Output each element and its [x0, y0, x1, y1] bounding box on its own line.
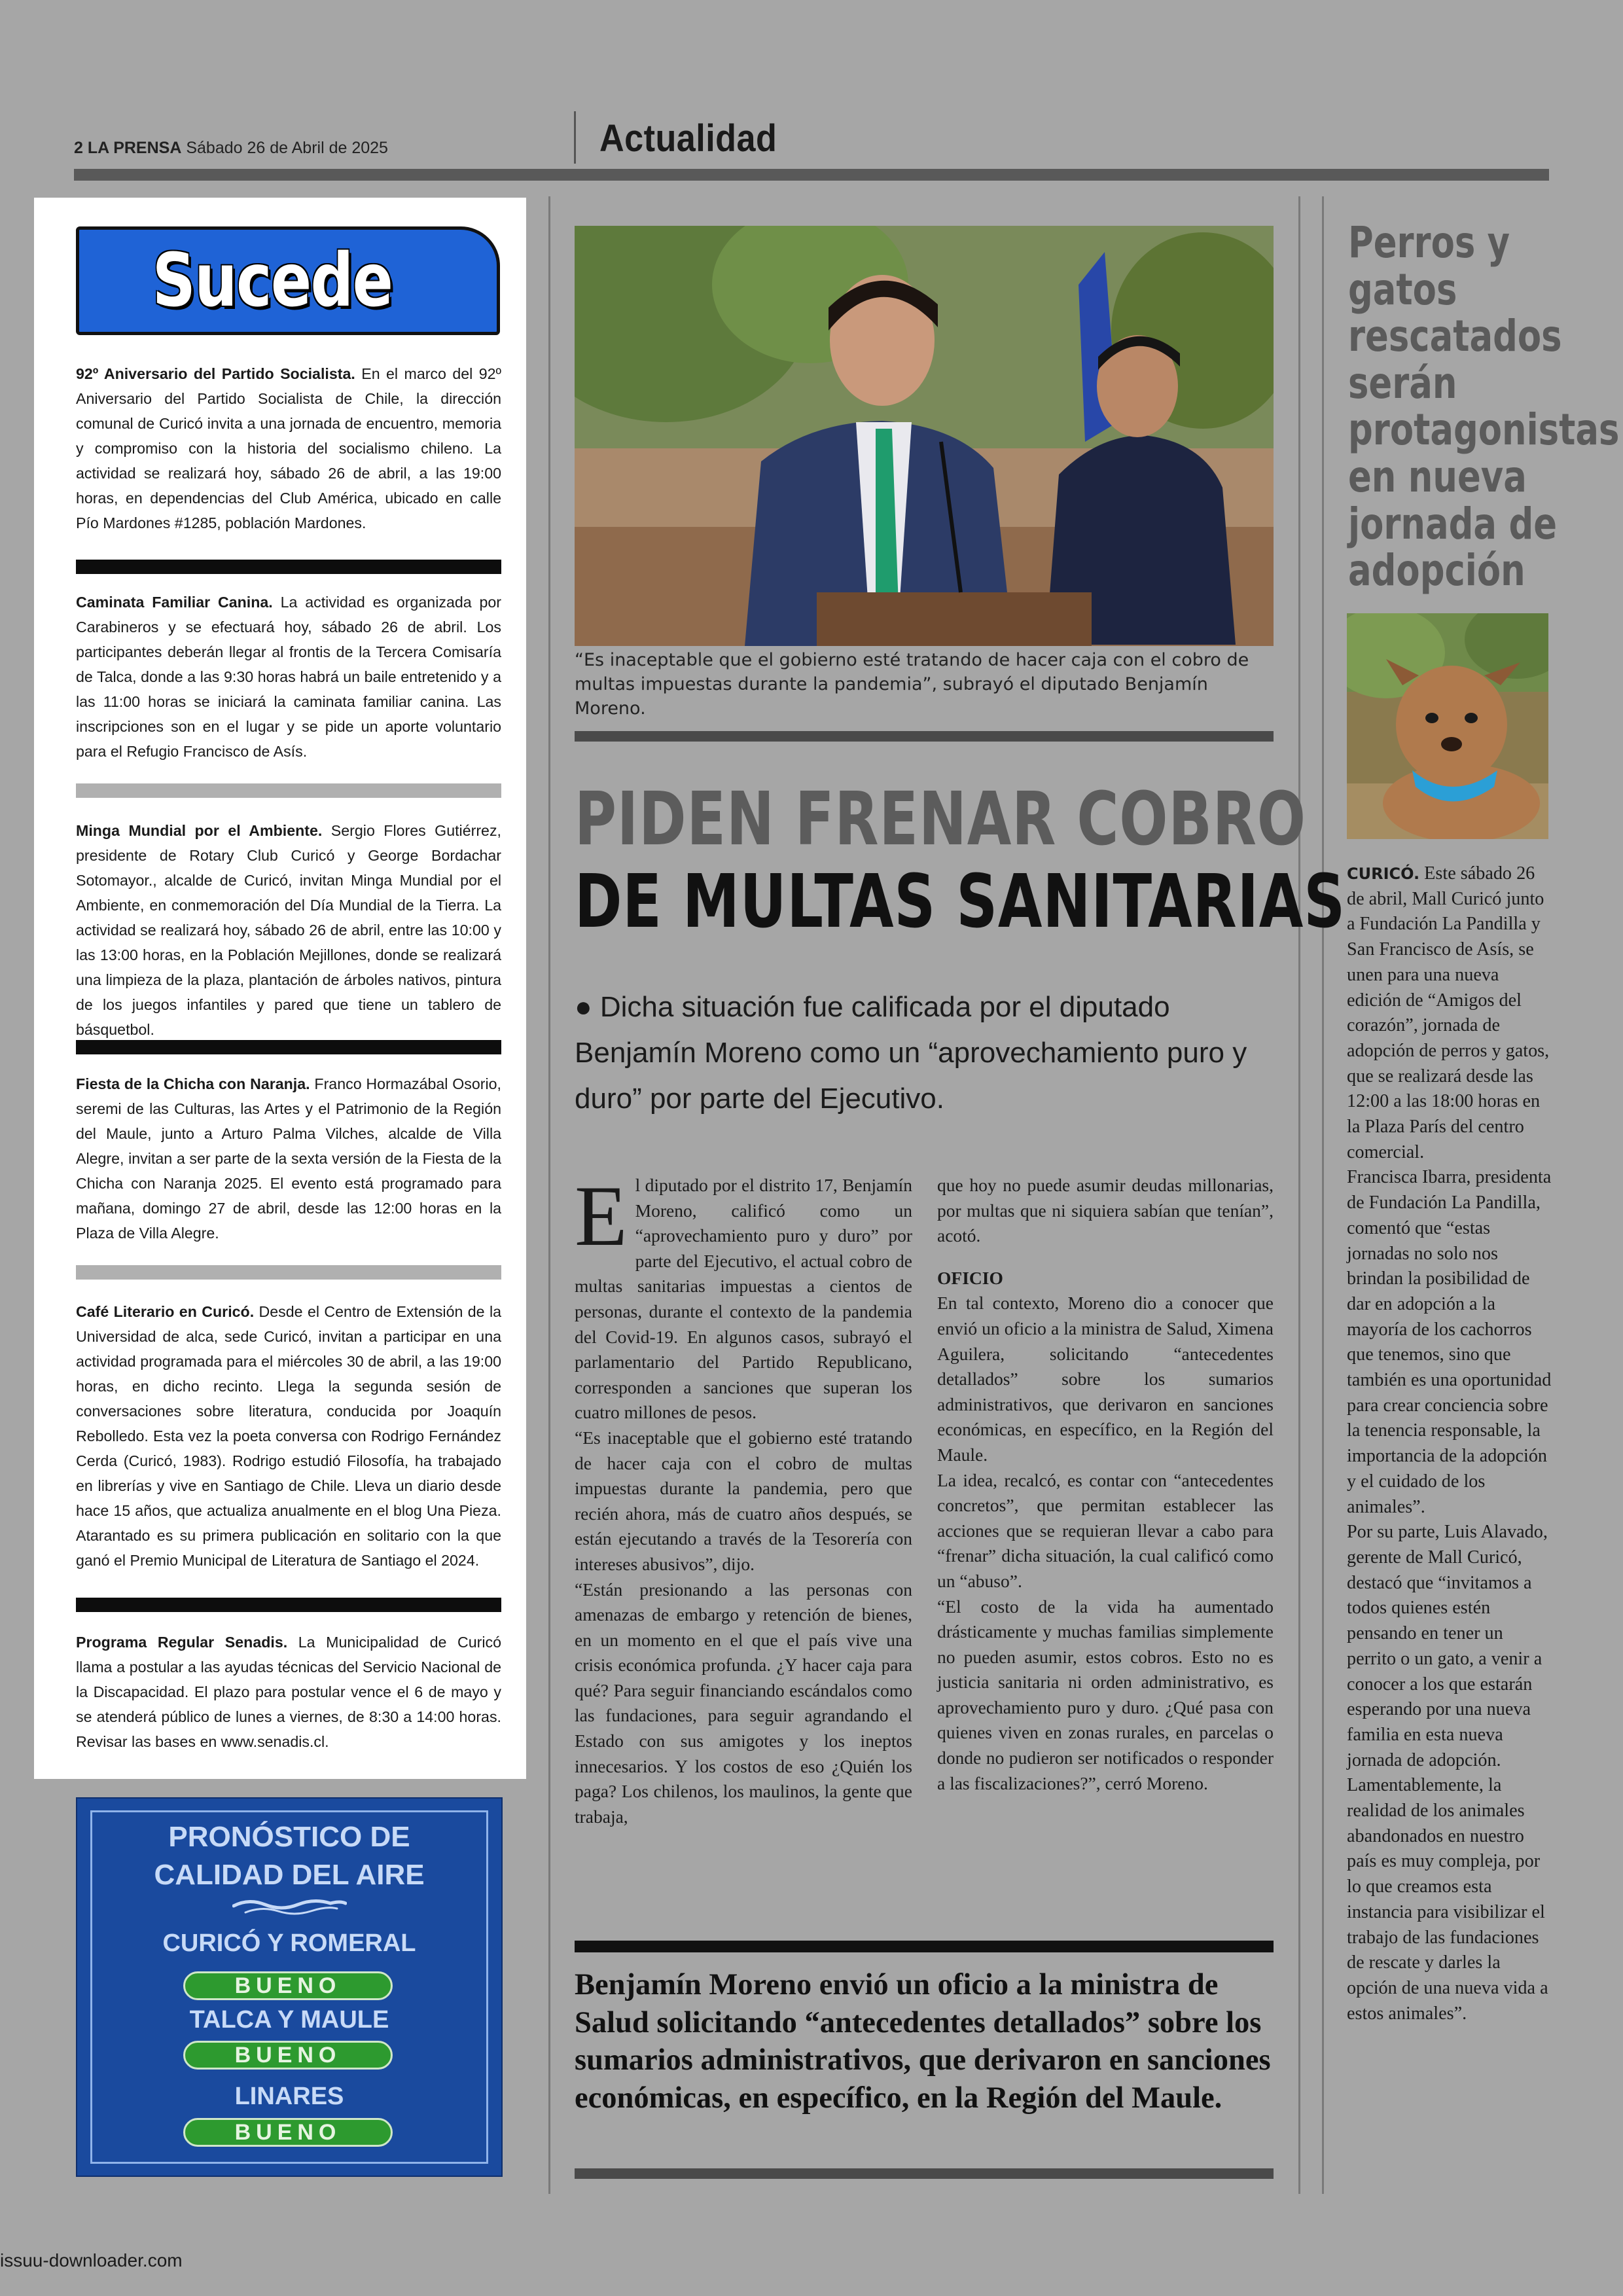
sucede-item-text: En el marco del 92º Aniversario del Partido Socialista de Chile, la dirección comunal de Curicó invita a una jornada de encuentro, memoria y compromiso con la historia del socialismo chileno. La actividad se realizará hoy, sábado 26 de abril, a las 19:00 horas, en dependencias del Club América, ubicado en calle Pío Mardones #1285, población Mardones.	[76, 365, 501, 531]
headline-line-1: PIDEN FRENAR COBRO	[575, 777, 1306, 862]
sucede-item-text: Desde el Centro de Extensión de la Universidad de alca, sede Curicó, invitan a participar en una actividad programada para el miércoles 30 de abril, a las 19:00 horas, en dicho recinto. Llega la segunda sesión de conversaciones sobre literatura, conducida por Joaquín Rebolledo. Esta vez la poeta conversa con Rodrigo Fernández Cerda (Curicó, 1983). Rodrigo estudió Filosofía, ha trabajado en librerías y vive en Santiago de Chile. Lleva un diario desde hace 15 años, que actualiza anualmente en el blog Una Pieza. Atarantado es su primera publicación en solitario con la que ganó el Premio Municipal de Literatura de Santiago el 2024.	[76, 1303, 501, 1569]
sucede-separator	[76, 783, 501, 798]
article-paragraph: “Están presionando a las personas con amenazas de embargo y retención de bienes, en un momento en el que el país vive una crisis económica profunda. ¿Y hacer caja para qué? Para seguir financiando escándalos como las fundaciones, para seguir agrandando el Estado con sus amigotes y los ineptos innecesarios. Y los costos de eso ¿Quién los paga? Los chilenos, los maulinos, la gente que trabaja,	[575, 1579, 912, 1827]
air-quality-title	[90, 1818, 488, 1894]
sucede-item-title: Café Literario en Curicó.	[76, 1303, 255, 1320]
sucede-item-title: Caminata Familiar Canina.	[76, 594, 273, 611]
bullet-icon: ●	[575, 991, 600, 1023]
sucede-separator	[76, 1040, 501, 1054]
photo-caption: “Es inaceptable que el gobierno esté tratando de hacer caja con el cobro de multas impuestas durante la pandemia”, subrayó el diputado Benjamín Moreno.	[575, 650, 1249, 719]
section-title: Actualidad	[599, 117, 777, 160]
sucede-item-title: Programa Regular Senadis.	[76, 1634, 288, 1651]
drop-cap: E	[575, 1168, 628, 1264]
side-article-body	[1347, 861, 1553, 2026]
page-number: 2	[74, 139, 83, 157]
side-paragraph: Por su parte, Luis Alavado, gerente de Mall Curicó, destacó que “invitamos a todos quienes estén pensando en tener un perrito o un gato, a venir a conocer a los que estarán esperando por una nueva familia en esta nueva jornada de adopción.	[1347, 1522, 1548, 1770]
column-rule-left	[548, 196, 550, 2194]
side-paragraph: Lamentablemente, la realidad de los animales abandonados en nuestro país es muy compleja, por lo que creamos esta instancia para visibilizar el trabajo de las fundaciones de rescate y darles la opción de una nueva vida a estos animales”.	[1347, 1775, 1548, 2024]
sucede-item-text: La Municipalidad de Curicó llama a postular a las ayudas técnicas del Servicio Nacional de la Discapacidad. El plazo para postular vence el 6 de mayo y se atenderá público de lunes a viernes, de 8:30 a 14:00 horas. Revisar las bases en www.senadis.cl.	[76, 1634, 501, 1750]
article-paragraph: l diputado por el distrito 17, Benjamín Moreno, calificó como un “aprovechamiento puro y duro” por parte del Ejecutivo, el actual cobro de multas sanitarias impuestas a cientos de personas, durante el contexto de la pandemia del Covid-19. En algunos casos, subrayó el parlamentario del Partido Republicano, corresponden a sanciones que superan los cuatro millones de pesos.	[575, 1175, 912, 1423]
side-headline: Perros y gatos rescatados serán protagonistas en nueva jornada de adopción	[1348, 217, 1620, 596]
sucede-separator	[76, 560, 501, 574]
column-rule-right-2	[1322, 196, 1324, 2194]
article-paragraph: que hoy no puede asumir deudas millonarias, por multas que ni siquiera sabían que tenían”, acotó.	[937, 1175, 1274, 1246]
column-rule-right	[1298, 196, 1300, 2194]
side-paragraph: Este sábado 26 de abril, Mall Curicó junto a Fundación La Pandilla y San Francisco de Asís, se unen para una nueva edición de “Amigos del corazón”, jornada de adopción de perros y gatos, que se realizará desde las 12:00 a las 18:00 horas en la Plaza París del centro comercial.	[1347, 863, 1550, 1162]
article-column-1	[575, 1168, 912, 1829]
side-paragraph: Francisca Ibarra, presidenta de Fundación La Pandilla, comentó que “estas jornadas no solo nos brindan la posibilidad de dar en adopción a la mayoría de los cachorros que tenemos, sino que también es una oportunidad para crear conciencia sobre la tenencia responsable, la importancia de la adopción y el cuidado de los animales”.	[1347, 1167, 1552, 1517]
air-zone-name: CURICÓ Y ROMERAL	[162, 1929, 416, 1957]
sucede-title: Sucede	[152, 238, 393, 323]
caption-rule	[575, 731, 1274, 742]
page-folio	[74, 139, 388, 158]
sucede-item	[76, 818, 501, 1042]
pull-quote: Benjamín Moreno envió un oficio a la ministra de Salud solicitando “antecedentes detallados” sobre los sumarios administrativos, que derivaron en sanciones económicas, en específico, en la Región del Maule.	[575, 1968, 1271, 2115]
article-deck	[575, 984, 1281, 1122]
air-status-badge: BUENO	[183, 2118, 393, 2147]
sucede-item	[76, 1630, 501, 1754]
sucede-item-text: Sergio Flores Gutiérrez, presidente de Rotary Club Curicó y George Bordachar Sotomayor., alcalde de Curicó, invitan Minga Mundial por el Ambiente, en conmemoración del Día Mundial de la Tierra. La actividad se realizará hoy, sábado 26 de abril, entre las 10:00 y las 13:00 horas, en la Población Mejillones, donde se realizará una limpieza de la plaza, plantación de árboles nativos, pintura de los juegos infantiles y pared que tiene un tablero de básquetbol.	[76, 822, 501, 1038]
article-paragraph: La idea, recalcó, es contar con “antecedentes concretos”, que permitan establecer las acciones que se requieran llevar a cabo para “frenar” dicha situación, la cual calificó como un “abuso”.	[937, 1469, 1274, 1591]
deck-text: Dicha situación fue calificada por el diputado Benjamín Moreno como un “aprovechamiento puro y duro” por parte del Ejecutivo.	[575, 991, 1247, 1115]
pull-quote-rule-bottom	[575, 2168, 1274, 2179]
side-dateline: CURICÓ.	[1347, 865, 1420, 883]
pull-quote-rule	[575, 1941, 1274, 1952]
issue-date: Sábado 26 de Abril de 2025	[186, 139, 388, 157]
watermark: issuu-downloader.com	[0, 2250, 183, 2270]
wave-icon	[232, 1897, 347, 1916]
article-column-2	[937, 1173, 1274, 1796]
sucede-item-title: Minga Mundial por el Ambiente.	[76, 822, 323, 839]
air-quality-title-line: CALIDAD DEL AIRE	[154, 1859, 425, 1891]
sucede-item	[76, 1299, 501, 1573]
article-subhead: OFICIO	[937, 1267, 1003, 1288]
sucede-item	[76, 590, 501, 764]
sucede-item-title: Fiesta de la Chicha con Naranja.	[76, 1075, 310, 1092]
main-photo	[575, 226, 1274, 646]
sucede-item	[76, 361, 501, 535]
sucede-separator	[76, 1265, 501, 1280]
air-status-badge: BUENO	[183, 2041, 393, 2070]
air-zone-name: TALCA Y MAULE	[189, 2006, 389, 2034]
header-rule	[74, 169, 1549, 181]
puppy-photo	[1347, 613, 1548, 839]
air-zone-name: LINARES	[234, 2083, 344, 2110]
headline-line-2: DE MULTAS SANITARIAS	[575, 859, 1346, 944]
paper-name: LA PRENSA	[87, 139, 182, 157]
air-status-badge: BUENO	[183, 1971, 393, 2000]
article-paragraph: En tal contexto, Moreno dio a conocer que envió un oficio a la ministra de Salud, Ximena Aguilera, solicitando “antecedentes detallados” sobre los sumarios administrativos, que derivaron en sanciones económicas, en específico, en la Región del Maule.	[937, 1293, 1274, 1465]
sucede-separator	[76, 1598, 501, 1612]
header-divider	[574, 111, 576, 164]
sucede-item-text: La actividad es organizada por Carabineros y se efectuará hoy, sábado 26 de abril. Los participantes deberán llegar al frontis de la Tercera Comisaría de Talca, donde a las 9:30 horas habrá un baile entretenido y a las 11:00 horas se iniciará la caminata familiar canina. Las inscripciones son en el lugar y se pide un aporte voluntario para el Refugio Francisco de Asís.	[76, 594, 501, 760]
article-paragraph: “Es inaceptable que el gobierno esté tratando de hacer caja con el cobro de multas impuestas durante la pandemia, pero que recién ahora, más de cuatro años después, se están ejecutando a través de la Tesorería con intereses abusivos”, dijo.	[575, 1427, 912, 1574]
sucede-item-text: Franco Hormazábal Osorio, seremi de las Culturas, las Artes y el Patrimonio de la Región del Maule, junto a Arturo Palma Vilches, alcalde de Villa Alegre, invitan a ser parte de la sexta versión de la Fiesta de la Chicha con Naranja 2025. El evento está programado para mañana, domingo 27 de abril, desde las 12:00 horas en la Plaza de Villa Alegre.	[76, 1075, 501, 1242]
sucede-item-title: 92º Aniversario del Partido Socialista.	[76, 365, 355, 382]
sucede-item	[76, 1071, 501, 1246]
article-paragraph: “El costo de la vida ha aumentado drásticamente y muchas familias simplemente no pueden asumir, estos cobros. Esto no es justicia sanitaria ni orden administrativo, es aprovechamiento puro y duro. ¿Qué pasa con quienes viven en zonas rurales, en parcelas o donde no pudieron ser notificados o responder a las fiscalizaciones?”, cerró Moreno.	[937, 1596, 1274, 1793]
air-quality-title-line: PRONÓSTICO DE	[168, 1821, 410, 1853]
